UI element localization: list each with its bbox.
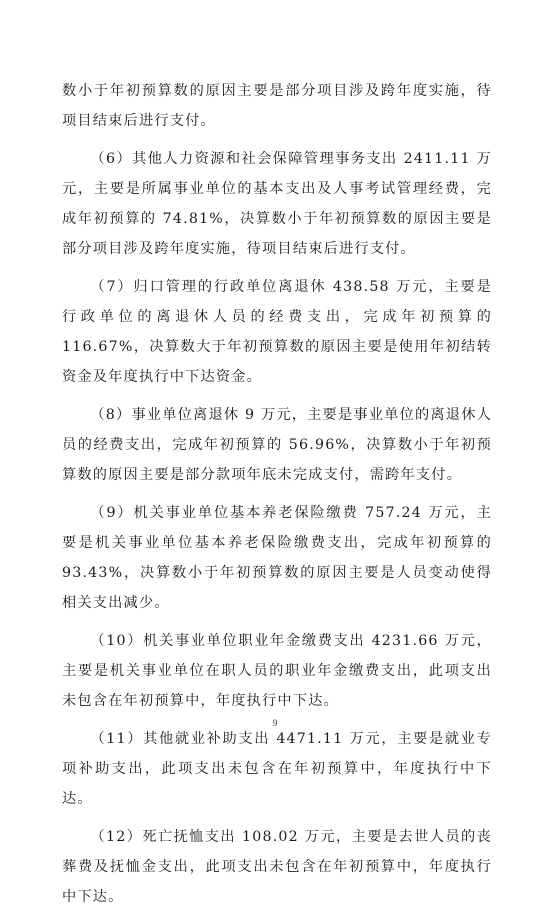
paragraph-item-9: （9）机关事业单位基本养老保险缴费 757.24 万元，主要是机关事业单位基本养老保险缴费支出，完成年初预算的 93.43%，决算数小于年初预算数的原因主要是人员变动使得相关支出减少。	[62, 505, 492, 611]
paragraph-continuation: 数小于年初预算数的原因主要是部分项目涉及跨年度实施，待项目结束后进行支付。	[62, 83, 492, 129]
paragraph-item-12: （12）死亡抚恤支出 108.02 万元，主要是去世人员的丧葬费及抚恤金支出，此项支出未包含在年初预算中，年度执行中下达。	[62, 829, 492, 905]
page-number: 9	[272, 718, 278, 728]
paragraph-item-11: （11）其他就业补助支出 4471.11 万元，主要是就业专项补助支出，此项支出未包含在年初预算中，年度执行中下达。	[62, 731, 492, 807]
paragraph-item-6: （6）其他人力资源和社会保障管理事务支出 2411.11 万元，主要是所属事业单位的基本支出及人事考试管理经费，完成年初预算的 74.81%，决算数小于年初预算数的原因主要是部分项目涉及跨年度实施，待项目结束后进行支付。	[62, 151, 492, 257]
paragraph-item-8: （8）事业单位离退休 9 万元，主要是事业单位的离退休人员的经费支出，完成年初预算的 56.96%，决算数小于年初预算数的原因主要是部分款项年底未完成支付，需跨年支付。	[62, 407, 492, 483]
paragraph-item-10: （10）机关事业单位职业年金缴费支出 4231.66 万元，主要是机关事业单位在职人员的职业年金缴费支出，此项支出未包含在年初预算中，年度执行中下达。	[62, 633, 492, 709]
document-body	[62, 76, 492, 920]
paragraph-item-7: （7）归口管理的行政单位离退休 438.58 万元，主要是行政单位的离退休人员的经费支出，完成年初预算的 116.67%，决算数大于年初预算数的原因主要是使用年初结转资金及年度执行中下达资金。	[62, 279, 492, 385]
